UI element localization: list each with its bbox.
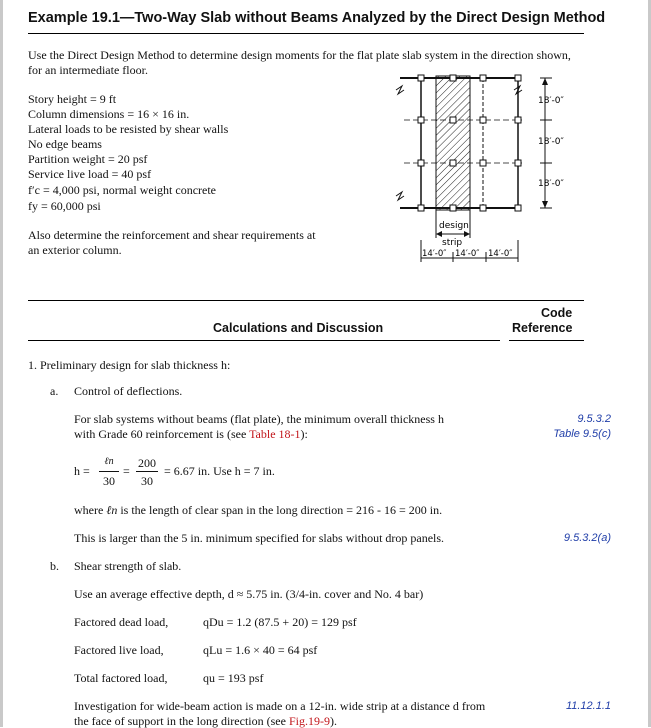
given-partition-weight: Partition weight = 20 psf xyxy=(28,152,148,166)
deflection-text-2: with Grade 60 reinforcement is (see Table 18-1): xyxy=(74,427,308,441)
step-1b-title: Shear strength of slab. xyxy=(74,559,182,573)
dim-18ft-top: 18′-0″ xyxy=(538,96,564,106)
code-header-line-2: Reference xyxy=(512,321,573,335)
deflection-text-1: For slab systems without beams (flat plate), the minimum overall thickness h xyxy=(74,412,444,426)
investigation-line-1: Investigation for wide-beam action is made on a 12-in. wide strip at a distance d from xyxy=(74,699,486,713)
step-1: 1. Preliminary design for slab thickness h: xyxy=(28,358,231,372)
total-load-label: Total factored load, xyxy=(74,671,168,685)
example-title: Example 19.1—Two-Way Slab without Beams Analyzed by the Direct Design Method xyxy=(28,10,606,26)
dead-load-eq: qDu = 1.2 (87.5 + 20) = 129 psf xyxy=(203,615,357,629)
eq-result: = 6.67 in. Use h = 7 in. xyxy=(164,464,275,478)
live-load-label: Factored live load, xyxy=(74,643,164,657)
slab-plan-diagram xyxy=(390,68,590,268)
code-header-line-1: Code xyxy=(541,306,573,320)
total-load-eq: qu = 193 psf xyxy=(203,671,264,685)
effective-depth: Use an average effective depth, d ≈ 5.75 in. (3/4-in. cover and No. 4 bar) xyxy=(74,587,424,601)
also-line-1: Also determine the reinforcement and shear requirements at xyxy=(28,228,316,242)
calc-header: Calculations and Discussion xyxy=(213,321,384,335)
minimum-thickness-note: This is larger than the 5 in. minimum specified for slabs without drop panels. xyxy=(74,531,445,545)
intro-line-2: for an intermediate floor. xyxy=(28,63,148,77)
investigation-line-2: the face of support in the long direction (see Fig.19-9). xyxy=(74,714,337,728)
intro-line-1: Use the Direct Design Method to determine design moments for the flat plate slab system in the direction shown, xyxy=(28,48,571,62)
eq-ln-numerator: ℓn xyxy=(104,456,114,467)
code-ref-table-9-5c: Table 9.5(c) xyxy=(553,428,611,440)
dim-14ft-left: 14′-0″ xyxy=(422,249,447,259)
code-ref-11-12-1-1: 11.12.1.1 xyxy=(565,700,611,712)
eq-equals: = xyxy=(123,464,130,478)
left-frame-border xyxy=(0,0,3,727)
design-strip-hatch xyxy=(436,76,470,210)
eq-fraction-bar-2 xyxy=(136,471,158,472)
eq-fraction-bar-1 xyxy=(99,471,119,472)
step-1a-title: Control of deflections. xyxy=(74,384,183,398)
fig-19-9-link[interactable]: Fig.19-9 xyxy=(288,714,330,728)
also-line-2: an exterior column. xyxy=(28,243,122,257)
code-ref-9-5-3-2: 9.5.3.2 xyxy=(577,413,611,425)
step-1a-label: a. xyxy=(50,384,59,398)
given-fc: f′c = 4,000 psi, normal weight concrete xyxy=(28,183,217,197)
dim-14ft-right: 14′-0″ xyxy=(488,249,513,259)
label-design: design xyxy=(439,221,469,231)
where-clear-span: where ℓn is the length of clear span in the long direction = 216 - 16 = 200 in. xyxy=(74,503,443,517)
eq-30-denominator-1: 30 xyxy=(103,474,115,488)
code-header-rule xyxy=(509,340,584,341)
dim-18ft-bottom: 18′-0″ xyxy=(538,179,564,189)
section-rule-top xyxy=(28,300,584,301)
dead-load-label: Factored dead load, xyxy=(74,615,169,629)
given-live-load: Service live load = 40 psf xyxy=(28,167,152,181)
calc-header-rule xyxy=(28,340,500,341)
given-story-height: Story height = 9 ft xyxy=(28,92,117,106)
step-1b-label: b. xyxy=(50,559,59,573)
live-load-eq: qLu = 1.6 × 40 = 64 psf xyxy=(203,643,318,657)
dim-14ft-mid: 14′-0″ xyxy=(455,249,480,259)
given-fy: fy = 60,000 psi xyxy=(28,199,101,213)
eq-h-lhs: h = xyxy=(74,464,90,478)
table-18-1-link[interactable]: Table 18-1 xyxy=(249,427,301,441)
label-strip: strip xyxy=(442,238,463,248)
given-column-dimensions: Column dimensions = 16 × 16 in. xyxy=(28,107,190,121)
eq-200-numerator: 200 xyxy=(138,456,156,470)
given-no-edge-beams: No edge beams xyxy=(28,137,102,151)
given-lateral-loads: Lateral loads to be resisted by shear walls xyxy=(28,122,229,136)
dim-18ft-middle: 18′-0″ xyxy=(538,137,564,147)
title-rule xyxy=(28,33,584,34)
eq-30-denominator-2: 30 xyxy=(141,474,153,488)
code-ref-9-5-3-2a: 9.5.3.2(a) xyxy=(563,532,611,544)
